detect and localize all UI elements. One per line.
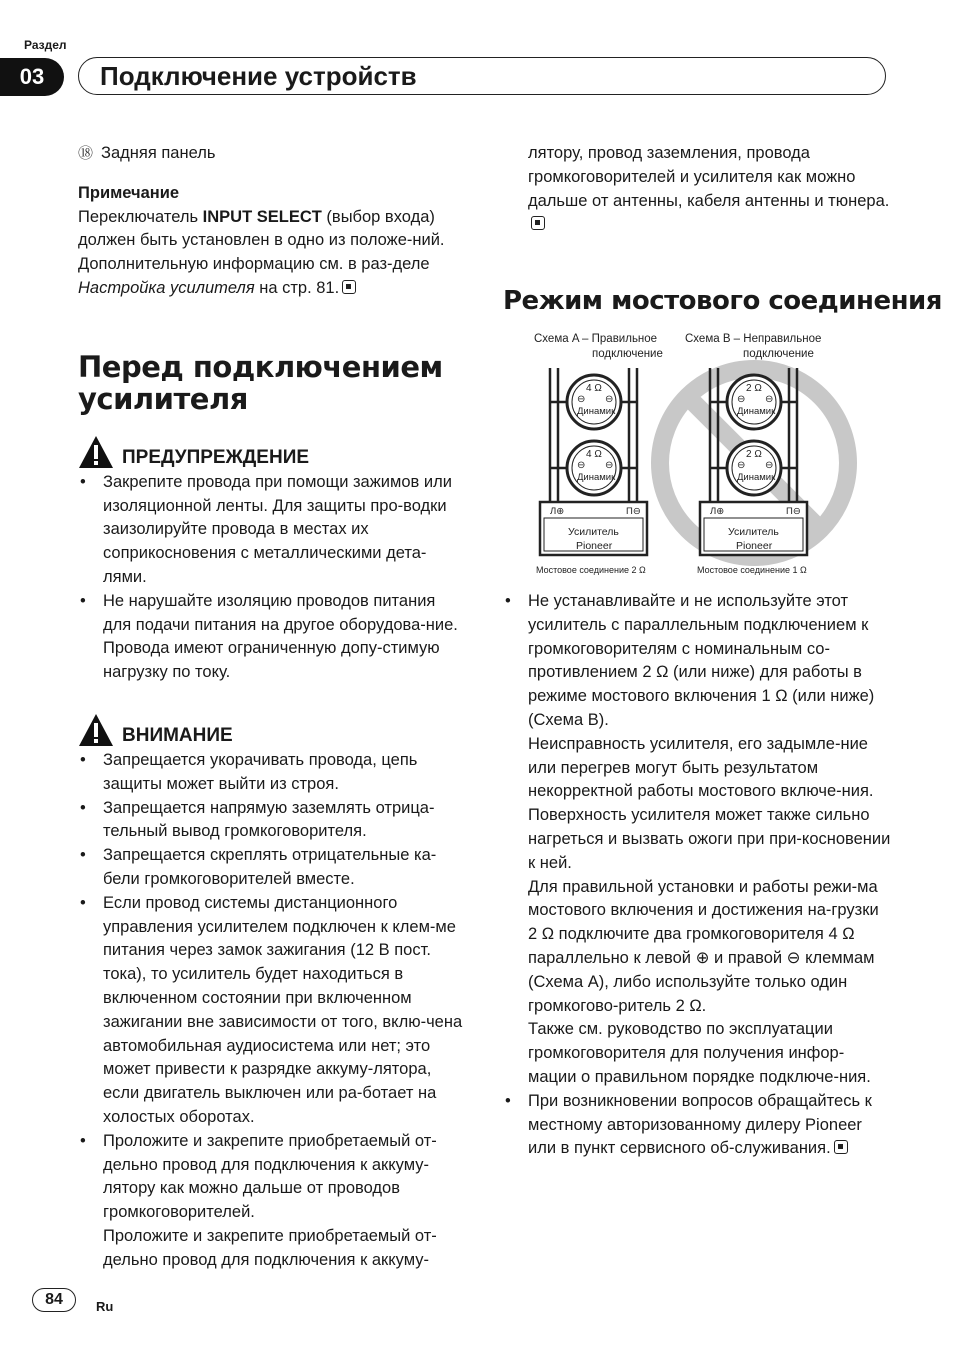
bridge-notes-list — [503, 590, 891, 1161]
list-item: • Запрещается скреплять отрицательные ка-бели громкоговорителей вместе. — [78, 844, 468, 892]
bridge-b-label: Мостовое соединение 1 Ω — [697, 565, 807, 575]
list-item: • Запрещается укорачивать провода, цепь защиты может выйти из строя. — [78, 749, 468, 797]
section-label: Раздел — [24, 38, 67, 52]
speaker-impedance: 4 Ω — [586, 383, 602, 394]
warning-triangle-icon — [78, 435, 114, 469]
right-terminal: П⊖ — [626, 506, 641, 517]
item-18 — [78, 142, 468, 166]
warning-label: ПРЕДУПРЕЖДЕНИЕ — [122, 446, 310, 468]
bullet1-paragraph: • Не устанавливайте и не используйте этот усилитель с параллельным подключением к громкоговорителям с номинальным со-противлением 2 Ω (или ниже) для работы в режиме мостового включения 1 Ω (или ниже) (Схема B). — [528, 592, 875, 729]
bullet1-paragraph: Неисправность усилителя, его задымле-ние или перегрев могут быть результатом некорректной работы мостового включе-ния. Поверхность усилителя может также сильно нагреться и вызвать ожоги при при-косновении к ней. — [528, 734, 891, 872]
end-mark-icon — [342, 280, 356, 294]
note-text: Переключатель — [78, 207, 203, 226]
terminal-minus: ⊖ — [737, 394, 746, 405]
continued-text-body: лятору, провод заземления, провода громкоговорителей и усилителя как можно дальше от антенны, кабеля антенны и тюнера. — [528, 144, 890, 210]
note-paragraph — [78, 206, 468, 301]
item-18-marker: ⑱ — [78, 145, 94, 162]
terminal-minus: ⊖ — [577, 460, 586, 471]
section-number-badge: 03 — [0, 58, 64, 96]
left-column — [78, 142, 468, 1272]
speaker-label: Динамик — [577, 406, 616, 417]
terminal-minus: ⊖ — [737, 460, 746, 471]
terminal-minus: ⊖ — [605, 394, 614, 405]
list-item: • Не нарушайте изоляцию проводов питания для подачи питания на другое оборудова-ние. Провода имеют ограниченную допу-стимую нагрузку по току. — [78, 590, 468, 685]
warning-header — [78, 435, 468, 469]
list-item — [503, 1090, 891, 1161]
right-column-continuation — [503, 142, 893, 237]
speaker-label: Динамик — [737, 472, 776, 483]
item-18-text: Задняя панель — [101, 144, 216, 162]
caution-triangle-icon — [78, 713, 114, 747]
bridge-mode-notes — [503, 590, 891, 1161]
bridge-a-label: Мостовое соединение 2 Ω — [536, 565, 646, 575]
caution-header — [78, 713, 468, 747]
list-item: • Если провод системы дистанционного управления усилителем подключен к клем-ме питания через замок зажигания (12 В пост. тока), то усилитель будет находиться в включенном состоянии при включенном зажигании вне зависимости от того, вклю-чена автомобильная аудиосистема или нет; это может привести к разрядке аккуму-лятора, если двигатель выключен или ра-ботает на холостых оборотах. — [78, 892, 468, 1130]
left-terminal: Л⊕ — [550, 506, 565, 517]
terminal-minus: ⊖ — [605, 460, 614, 471]
note-text: на стр. 81. — [254, 278, 340, 297]
amplifier-brand: Pioneer — [736, 540, 773, 552]
bullet1-paragraph: Для правильной установки и работы режи-ма мостового включения и достижения на-грузки 2 Ω подключите два громкоговорителя 4 Ω параллельно к левой ⊕ и правой ⊖ клеммам (Схема A), либо используйте только один громкогово-ритель 2 Ω. — [528, 877, 879, 1015]
bullet1-paragraph: Также см. руководство по эксплуатации громкоговорителя для получения инфор-мации о правильном порядке подключе-ния. — [528, 1020, 871, 1086]
scheme-b — [697, 368, 807, 575]
caution-list — [78, 749, 468, 1225]
section-heading-before-connecting: Перед подключением усилителя — [78, 349, 443, 416]
amplifier-label: Усилитель — [568, 526, 619, 538]
continued-text — [528, 142, 893, 237]
page-title: Подключение устройств — [100, 61, 417, 91]
terminal-minus: ⊖ — [765, 460, 774, 471]
list-item: • Проложите и закрепите приобретаемый от-дельно провод для подключения к аккуму-лятору как можно дальше от проводов громкоговорителей. — [78, 1130, 468, 1225]
amplifier-settings-reference: Настройка усилителя — [78, 278, 255, 297]
speaker-label: Динамик — [737, 406, 776, 417]
end-mark-icon — [531, 216, 545, 230]
end-mark-icon — [834, 1140, 848, 1154]
caption-a-line2: подключение — [592, 348, 663, 360]
speaker-impedance: 2 Ω — [746, 383, 762, 394]
right-terminal: П⊖ — [786, 506, 801, 517]
speaker-impedance: 4 Ω — [586, 449, 602, 460]
caution-continuation: Проложите и закрепите приобретаемый от-дельно провод для подключения к аккуму- — [103, 1226, 437, 1269]
list-item: • Закрепите провода при помощи зажимов или изоляционной ленты. Для защиты про-водки заизолируйте провода в местах их соприкосновения с металлическими дета-лями. — [78, 471, 468, 590]
input-select-label: INPUT SELECT — [202, 207, 322, 226]
caption-b-line1: Схема B – Неправильное — [685, 333, 822, 345]
speaker-label: Динамик — [577, 472, 616, 483]
terminal-minus: ⊖ — [765, 394, 774, 405]
bullet2-text: При возникновении вопросов обращайтесь к местному авторизованному дилеру Pioneer или в пункт сервисного об-служивания. — [528, 1091, 872, 1158]
page-number: 84 — [32, 1288, 76, 1312]
caution-label: ВНИМАНИЕ — [122, 724, 233, 746]
speaker-impedance: 2 Ω — [746, 449, 762, 460]
note-text: (выбор входа) должен быть установлен в одно из положе-ний. Дополнительную информацию см. в раз-деле — [78, 207, 445, 274]
caption-b-line2: подключение — [743, 348, 814, 360]
bridge-connection-diagram — [528, 328, 888, 578]
caption-a-line1: Схема A – Правильное — [534, 333, 658, 345]
left-terminal: Л⊕ — [710, 506, 725, 517]
language-code: Ru — [96, 1299, 114, 1314]
scheme-a — [536, 368, 647, 575]
terminal-minus: ⊖ — [577, 394, 586, 405]
amplifier-label: Усилитель — [728, 526, 779, 538]
list-item: • Запрещается напрямую заземлять отрица-тельный вывод громкоговорителя. — [78, 797, 468, 845]
amplifier-brand: Pioneer — [576, 540, 613, 552]
section-heading-bridge-mode: Режим мостового соединения — [503, 286, 942, 316]
list-item — [503, 590, 891, 1090]
warning-list — [78, 471, 468, 685]
note-heading: Примечание — [78, 183, 180, 202]
